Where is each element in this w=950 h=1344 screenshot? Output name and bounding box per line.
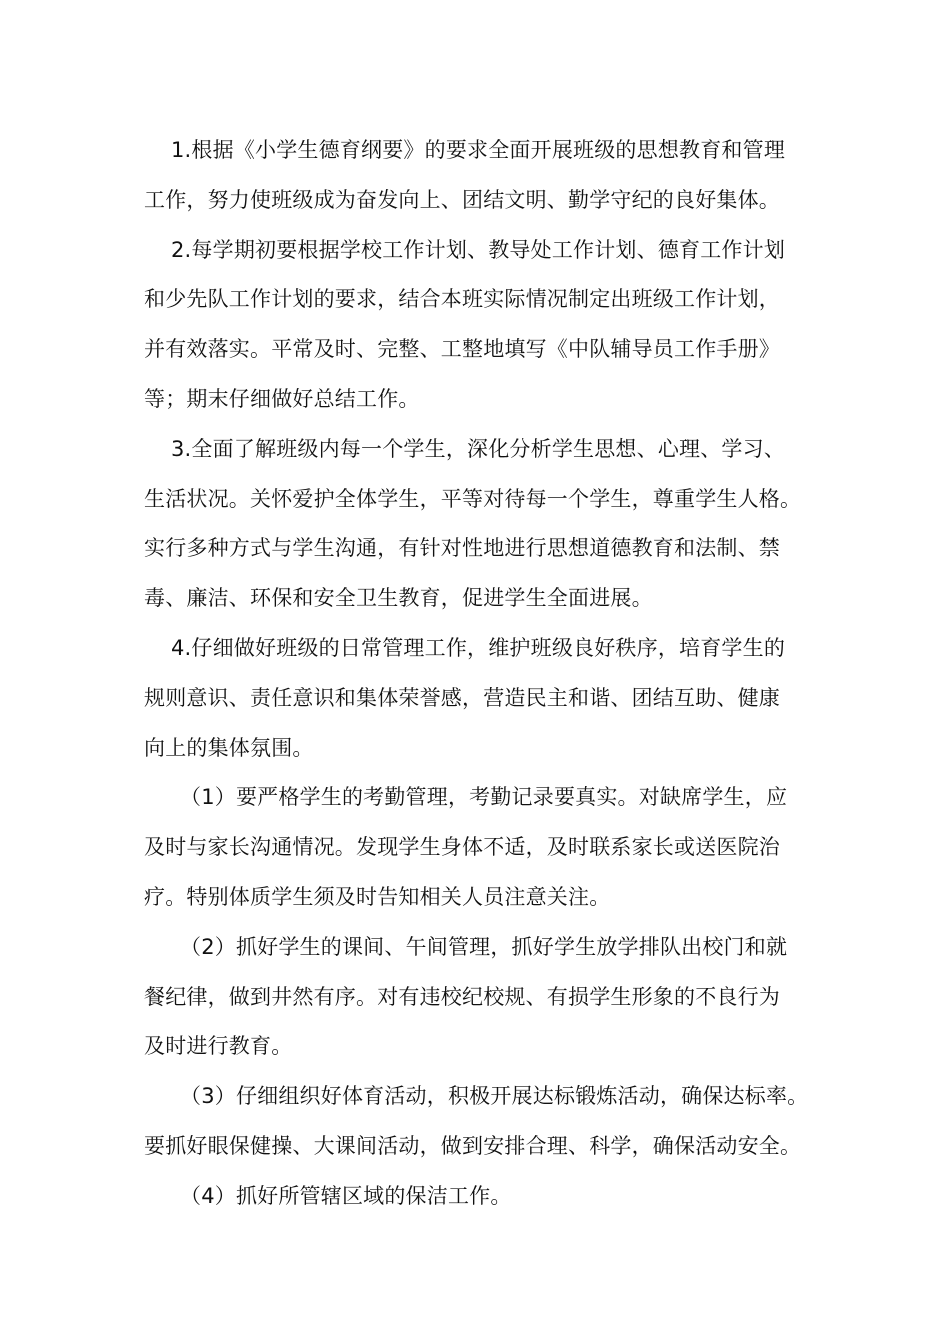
paragraph-2-line-4: 等；期末仔细做好总结工作。	[144, 386, 420, 411]
paragraph-1-line-2: 工作，努力使班级成为奋发向上、团结文明、勤学守纪的良好集体。	[144, 187, 780, 212]
document-body	[144, 126, 808, 1222]
paragraph-3-line-1: 3.全面了解班级内每一个学生，深化分析学生思想、心理、学习、	[171, 436, 786, 461]
paragraph-2-line-3: 并有效落实。平常及时、完整、工整地填写《中队辅导员工作手册》	[144, 337, 780, 362]
subitem-1-line-1: （1）要严格学生的考勤管理，考勤记录要真实。对缺席学生，应	[180, 785, 788, 810]
subitem-3-line-2: 要抓好眼保健操、大课间活动，做到安排合理、科学，确保活动安全。	[144, 1133, 802, 1158]
paragraph-2-line-1: 2.每学期初要根据学校工作计划、教导处工作计划、德育工作计划	[171, 237, 786, 262]
subitem-2-line-2: 餐纪律，做到井然有序。对有违校纪校规、有损学生形象的不良行为	[144, 984, 780, 1009]
subitem-1-line-3: 疗。特别体质学生须及时告知相关人员注意关注。	[144, 884, 611, 909]
paragraph-4-line-2: 规则意识、责任意识和集体荣誉感，营造民主和谐、团结互助、健康	[144, 685, 780, 710]
paragraph-3-line-4: 毒、廉洁、环保和安全卫生教育，促进学生全面进展。	[144, 586, 653, 611]
paragraph-3-line-2: 生活状况。关怀爱护全体学生，平等对待每一个学生，尊重学生人格。	[144, 486, 802, 511]
subitem-3-line-1: （3）仔细组织好体育活动，积极开展达标锻炼活动，确保达标率。	[180, 1084, 809, 1109]
paragraph-3-line-3: 实行多种方式与学生沟通，有针对性地进行思想道德教育和法制、禁	[144, 536, 780, 561]
subitem-2-line-1: （2）抓好学生的课间、午间管理，抓好学生放学排队出校门和就	[180, 934, 788, 959]
subitem-4-line-1: （4）抓好所管辖区域的保洁工作。	[180, 1183, 512, 1208]
subitem-2-line-3: 及时进行教育。	[144, 1034, 293, 1059]
subitem-1-line-2: 及时与家长沟通情况。发现学生身体不适，及时联系家长或送医院治	[144, 835, 780, 860]
paragraph-1-line-1: 1.根据《小学生德育纲要》的要求全面开展班级的思想教育和管理	[171, 138, 786, 162]
paragraph-4-line-3: 向上的集体氛围。	[144, 735, 314, 760]
paragraph-2-line-2: 和少先队工作计划的要求，结合本班实际情况制定出班级工作计划，	[144, 287, 780, 312]
paragraph-4-line-1: 4.仔细做好班级的日常管理工作，维护班级良好秩序，培育学生的	[171, 635, 786, 660]
